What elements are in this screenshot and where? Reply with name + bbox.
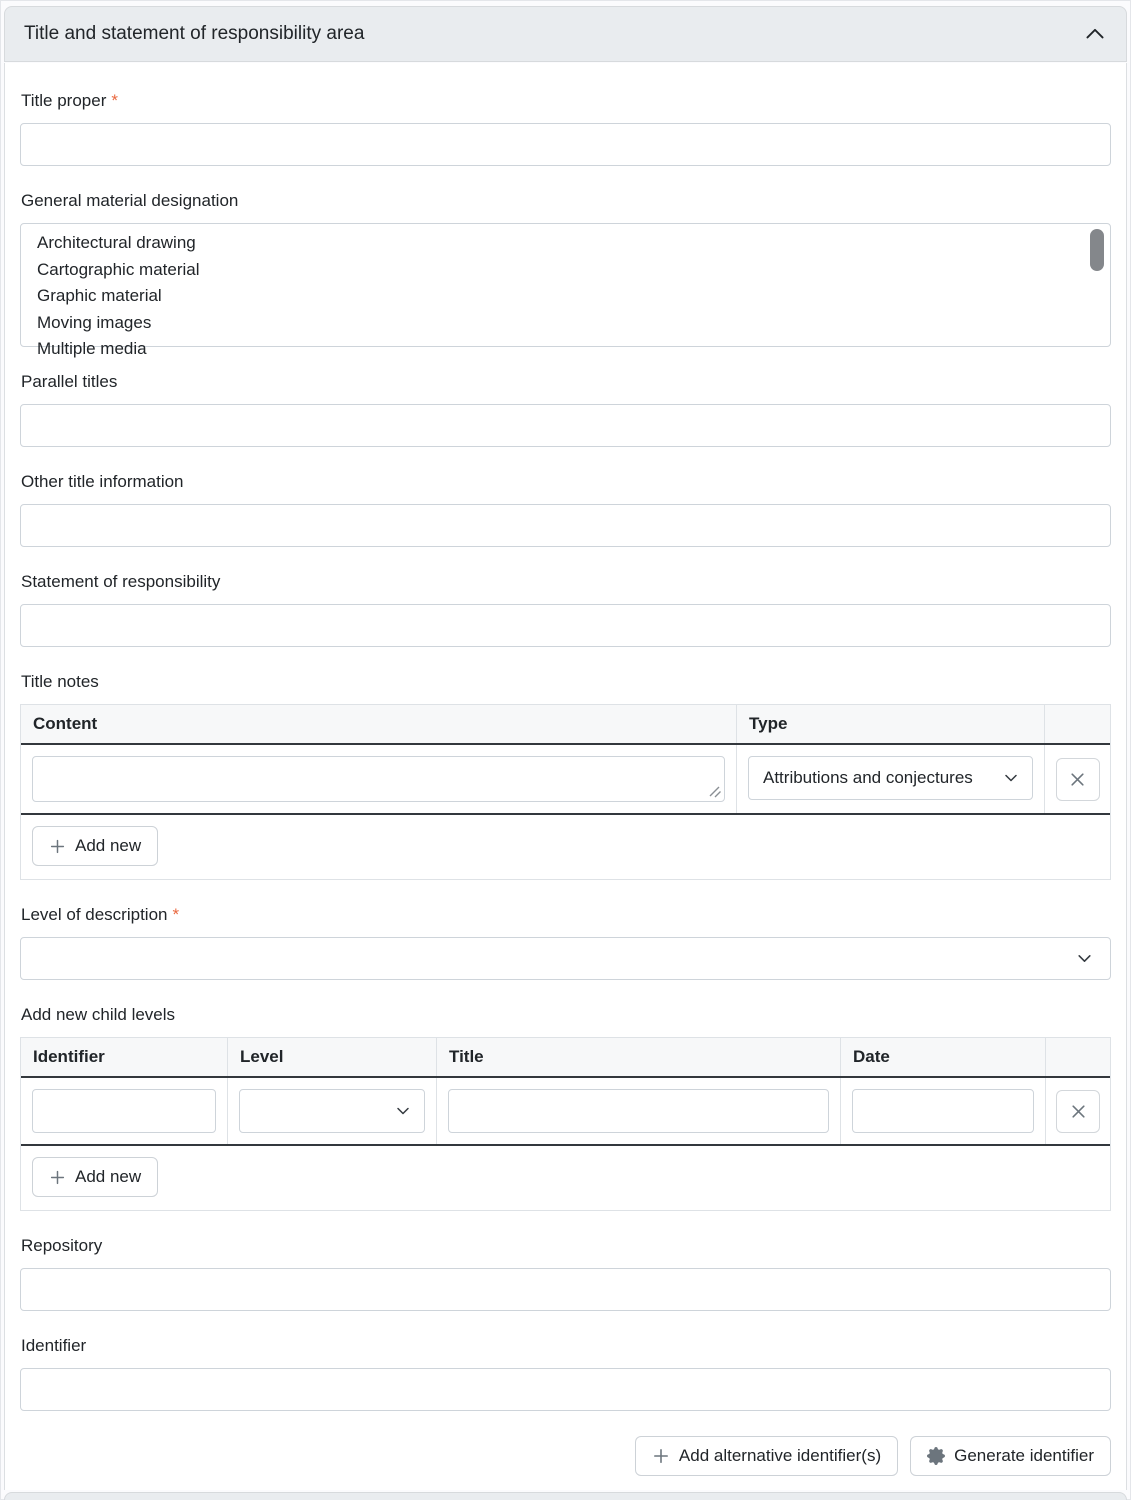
- generate-identifier-button[interactable]: [910, 1436, 1111, 1476]
- table-row: [21, 1078, 1110, 1146]
- child-levels-table-foot: [21, 1146, 1110, 1210]
- remove-row-button[interactable]: [1056, 758, 1100, 801]
- title-proper-input[interactable]: [20, 123, 1111, 166]
- x-icon: [1069, 771, 1086, 788]
- column-header-title: Title: [437, 1038, 841, 1076]
- remove-row-button[interactable]: [1056, 1090, 1100, 1133]
- listbox-option[interactable]: Moving images: [37, 312, 152, 332]
- section-header[interactable]: [4, 6, 1127, 62]
- column-header-content: Content: [21, 705, 737, 743]
- required-asterisk: *: [111, 91, 118, 110]
- level-of-description-select[interactable]: [20, 937, 1111, 980]
- add-new-label: Add new: [75, 1167, 142, 1186]
- note-type-select[interactable]: [748, 756, 1033, 800]
- statement-of-responsibility-input[interactable]: [20, 604, 1111, 647]
- generate-identifier-label: Generate identifier: [954, 1446, 1094, 1465]
- repository-label: Repository: [21, 1236, 103, 1255]
- repository-input[interactable]: [20, 1268, 1111, 1311]
- table-row: [21, 745, 1110, 815]
- identifier-label: Identifier: [21, 1336, 87, 1355]
- chevron-up-icon: [1084, 23, 1106, 45]
- listbox-option[interactable]: Architectural drawing: [37, 233, 196, 252]
- child-identifier-input[interactable]: [32, 1089, 216, 1133]
- other-title-label: Other title information: [21, 472, 184, 491]
- plus-icon: [49, 838, 66, 855]
- column-header-date: Date: [841, 1038, 1046, 1076]
- add-alternative-identifiers-label: Add alternative identifier(s): [678, 1446, 882, 1465]
- next-section-header[interactable]: [4, 1492, 1127, 1500]
- child-date-input[interactable]: [852, 1089, 1034, 1133]
- title-proper-label: [21, 90, 1110, 111]
- column-header-actions: [1045, 705, 1110, 743]
- level-of-description-label-text: Level of description: [21, 905, 168, 924]
- column-header-identifier: Identifier: [21, 1038, 228, 1076]
- statement-of-responsibility-label: Statement of responsibility: [21, 572, 221, 591]
- plus-icon: [652, 1447, 670, 1465]
- section-body: [4, 63, 1127, 1490]
- other-title-input[interactable]: [20, 504, 1111, 547]
- identifier-actions-row: [20, 1436, 1111, 1476]
- add-new-button[interactable]: [32, 826, 158, 866]
- listbox-option[interactable]: Graphic material: [37, 286, 162, 305]
- note-content-textarea[interactable]: [32, 756, 725, 802]
- identifier-input[interactable]: [20, 1368, 1111, 1411]
- add-new-button[interactable]: [32, 1157, 158, 1197]
- note-type-value: Attributions and conjectures: [763, 768, 973, 787]
- child-levels-label: Add new child levels: [21, 1005, 176, 1024]
- x-icon: [1070, 1103, 1087, 1120]
- parallel-titles-label: Parallel titles: [21, 372, 118, 391]
- title-notes-label: Title notes: [21, 672, 99, 691]
- parallel-titles-input[interactable]: [20, 404, 1111, 447]
- title-proper-label-text: Title proper: [21, 91, 107, 110]
- column-header-level: Level: [228, 1038, 437, 1076]
- gmd-label: General material designation: [21, 191, 239, 210]
- required-asterisk: *: [172, 905, 180, 924]
- child-title-input[interactable]: [448, 1089, 829, 1133]
- section-title: Title and statement of responsibility area: [24, 23, 365, 44]
- title-notes-table: [20, 704, 1111, 880]
- add-alternative-identifiers-button[interactable]: [635, 1436, 898, 1476]
- level-of-description-label: [21, 904, 1110, 925]
- child-levels-table-head: [21, 1038, 1110, 1078]
- child-level-select[interactable]: [239, 1089, 425, 1133]
- column-header-type: Type: [737, 705, 1045, 743]
- chevron-down-icon: [1003, 770, 1019, 786]
- chevron-down-icon: [1076, 950, 1093, 967]
- title-notes-table-foot: [21, 815, 1110, 879]
- listbox-option[interactable]: Cartographic material: [37, 259, 200, 279]
- chevron-down-icon: [395, 1103, 411, 1119]
- child-levels-table: [20, 1037, 1111, 1211]
- listbox-option[interactable]: Multiple media: [37, 339, 147, 358]
- gear-icon: [927, 1447, 945, 1465]
- add-new-label: Add new: [75, 836, 142, 855]
- plus-icon: [49, 1169, 66, 1186]
- title-notes-table-head: [21, 705, 1110, 745]
- column-header-actions: [1046, 1038, 1110, 1076]
- scrollbar-thumb[interactable]: [1090, 229, 1104, 271]
- gmd-listbox[interactable]: [20, 223, 1111, 358]
